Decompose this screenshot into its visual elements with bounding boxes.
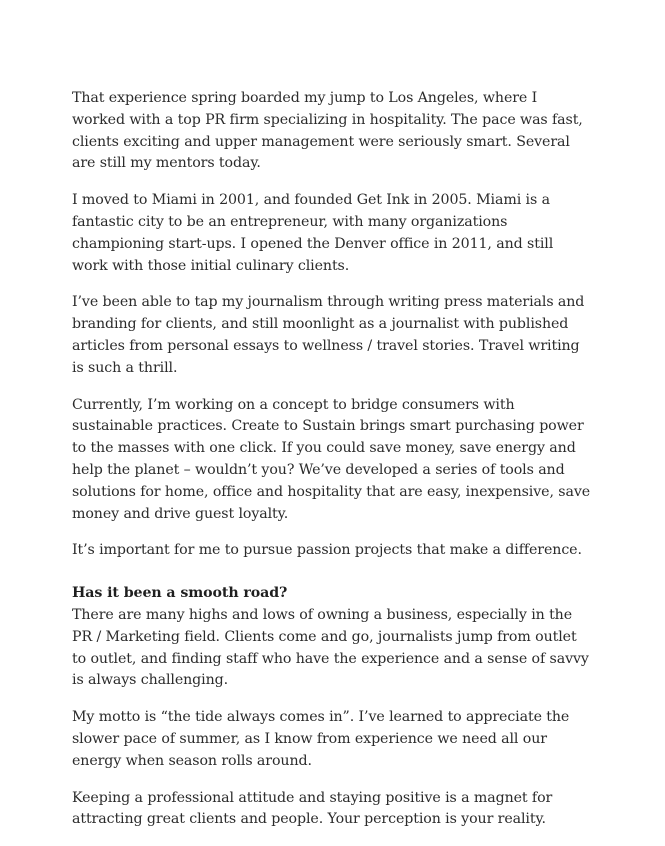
paragraph-miami: I moved to Miami in 2001, and founded Get Ink in 2005. Miami is a fantastic city to be an entrepreneur, with many organizations championing start-ups. I opened the Denver office in 2011, and still work with those initial culinary clients. xyxy=(72,192,554,274)
paragraph-motto: My motto is “the tide always comes in”. I’ve learned to appreciate the slower pace of summer, as I know from experience we need all our energy when season rolls around. xyxy=(72,709,570,769)
paragraph-professional-attitude: Keeping a professional attitude and staying positive is a magnet for attracting great clients and people. Your perception is your reality. xyxy=(72,789,553,828)
section-heading: Has it been a smooth road? xyxy=(72,585,288,602)
article-body xyxy=(72,88,592,846)
paragraph-journalism: I’ve been able to tap my journalism through writing press materials and branding for clients, and still moonlight as a journalist with published articles from personal essays to wellness / travel stories. Travel writing is such a thrill. xyxy=(72,294,585,376)
paragraph-los-angeles: That experience spring boarded my jump to Los Angeles, where I worked with a top PR firm specializing in hospitality. The pace was fast, clients exciting and upper management were seriously smart. Several are still my mentors today. xyxy=(72,90,583,172)
paragraph-highs-and-lows: There are many highs and lows of owning a business, especially in the PR / Marketing field. Clients come and go, journalists jump from outlet to outlet, and finding staff who have the experience and a sense of savvy is always challenging. xyxy=(72,606,589,689)
paragraph-passion-projects: It’s important for me to pursue passion projects that make a difference. xyxy=(72,542,582,559)
paragraph-create-to-sustain: Currently, I’m working on a concept to bridge consumers with sustainable practices. Create to Sustain brings smart purchasing power to the masses with one click. If you could save money, save energy and help the planet – wouldn’t you? We’ve developed a series of tools and solutions for home, office and hospitality that are easy, inexpensive, save money and drive guest loyalty. xyxy=(72,396,591,522)
